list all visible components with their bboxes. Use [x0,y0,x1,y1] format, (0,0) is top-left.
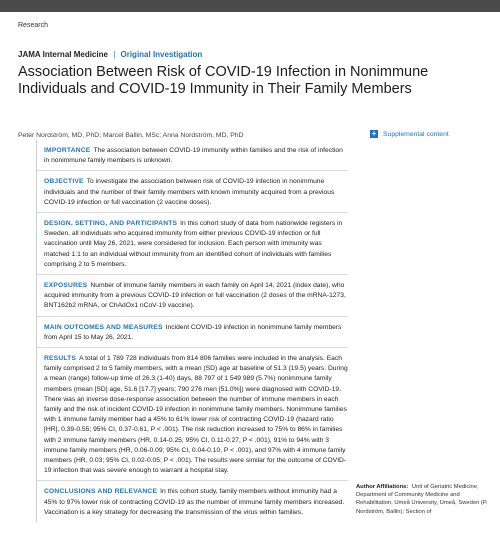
abstract-section-design [37,212,348,274]
affiliations-text: Unit of Geriatric Medicine, Department of Community Medicine and Rehabilitation, Umeå University, Umeå, Sweden (P. Nordström, Ballin); Section of [356,484,488,515]
abstract-section-objective [37,170,348,212]
abstract-heading: OBJECTIVE [44,178,84,186]
author-affiliations [356,483,488,516]
journal-separator: | [113,50,116,59]
supplemental-label: Supplemental content [383,130,449,138]
abstract-section-exposures [37,274,348,316]
abstract-heading: EXPOSURES [44,282,88,290]
abstract-text: In this cohort study, family members without immunity had a 45% to 97% lower risk of contracting COVID-19 as the number of immune family members increased. Vaccination is a key strategy for decreasing the transmission of the virus within families. [44,488,345,516]
abstract-heading: DESIGN, SETTING, AND PARTICIPANTS [44,220,178,228]
abstract-text: A total of 1 789 728 individuals from 814 806 families were included in the analysis. Each family comprised 2 to 5 family members, with a mean (SD) age at baseline of 51.3 (19.5) years. During a mean (range) follow-up time of 26.3 (1-40) days, 88 797 of 1 549 989 (5.7%) nonimmune family members (mean [SD] age, 51.6 [17.7] years; 790 276 men [51.0%]) were diagnosed with COVID-19. There was an inverse dose-response association between the number of immune members in each family and the risk of incident COVID-19 infection in nonimmune family members. Nonimmune families with 1 immune family member had a 45% to 61% lower risk of contracting COVID-19 (hazard ratio [HR], 0.39-0.55; 95% CI, 0.37-0.61, P < .001). The risk reduction increased to 75% to 86% in families with 2 immune family members (HR, 0.14-0.25; 95% CI, 0.11-0.27, P < .001), 91% to 94% with 3 immune family members (HR, 0.06-0.09; 95% CI, 0.04-0.10, P < .001), and 97% with 4 immune family members (HR, 0.03; 95% CI, 0.02-0.05; P < .001). The results were similar for the outcome of COVID-19 infection that was severe enough to warrant a hospital stay. [44,355,348,475]
abstract-text: In this cohort study of data from nationwide registers in Sweden, all individuals who acquired immunity from either previous COVID-19 infection or full vaccination until May 26, 2021, were considered for inclusion. Each person with immunity was matched 1:1 to an individual without immunity from an identified cohort of individuals with families comprising 2 to 5 members. [44,220,343,268]
abstract-section-results [37,347,348,480]
affiliations-label: Author Affiliations: [356,484,409,490]
abstract-section-conclusions [37,480,348,522]
abstract [36,140,348,522]
abstract-text: Number of immune family members in each family on April 14, 2021 (index date), who acquired immunity from a previous COVID-19 infection or full vaccination (2 doses of the mRNA-1273, BNT162b2 mRNA, or ChAdOx1 nCoV-19 vaccine). [44,282,346,310]
plus-square-icon: + [371,129,377,138]
abstract-heading: CONCLUSIONS AND RELEVANCE [44,488,158,496]
abstract-text: Incident COVID-19 infection in nonimmune family members from April 15 to May 26, 2021. [44,323,342,341]
author-list: Peter Nordström, MD, PhD; Marcel Ballin, MSc; Anna Nordström, MD, PhD [18,132,244,139]
abstract-heading: MAIN OUTCOMES AND MEASURES [44,323,163,331]
section-label: Research [18,22,48,29]
journal-line [18,50,202,59]
article-title: Association Between Risk of COVID-19 Infection in Nonimmune Individuals and COVID-19 Immunity in Their Family Members [18,64,429,97]
abstract-text: The association between COVID-19 immunity within families and the risk of infection in nonimmune family members is unknown. [44,147,343,165]
top-bar [0,0,500,12]
supplemental-content-link[interactable] [370,130,449,138]
article-type: Original Investigation [120,50,203,59]
abstract-section-outcomes [37,316,348,347]
journal-name: JAMA Internal Medicine [18,50,108,59]
abstract-section-importance [37,140,348,170]
abstract-heading: RESULTS [44,355,77,363]
abstract-heading: IMPORTANCE [44,147,91,154]
abstract-text: To investigate the association between risk of COVID-19 infection in nonimmune individuals and the number of their family members with known immunity acquired from a previous COVID-19 infection or full vaccination (2 vaccine doses). [44,178,335,206]
